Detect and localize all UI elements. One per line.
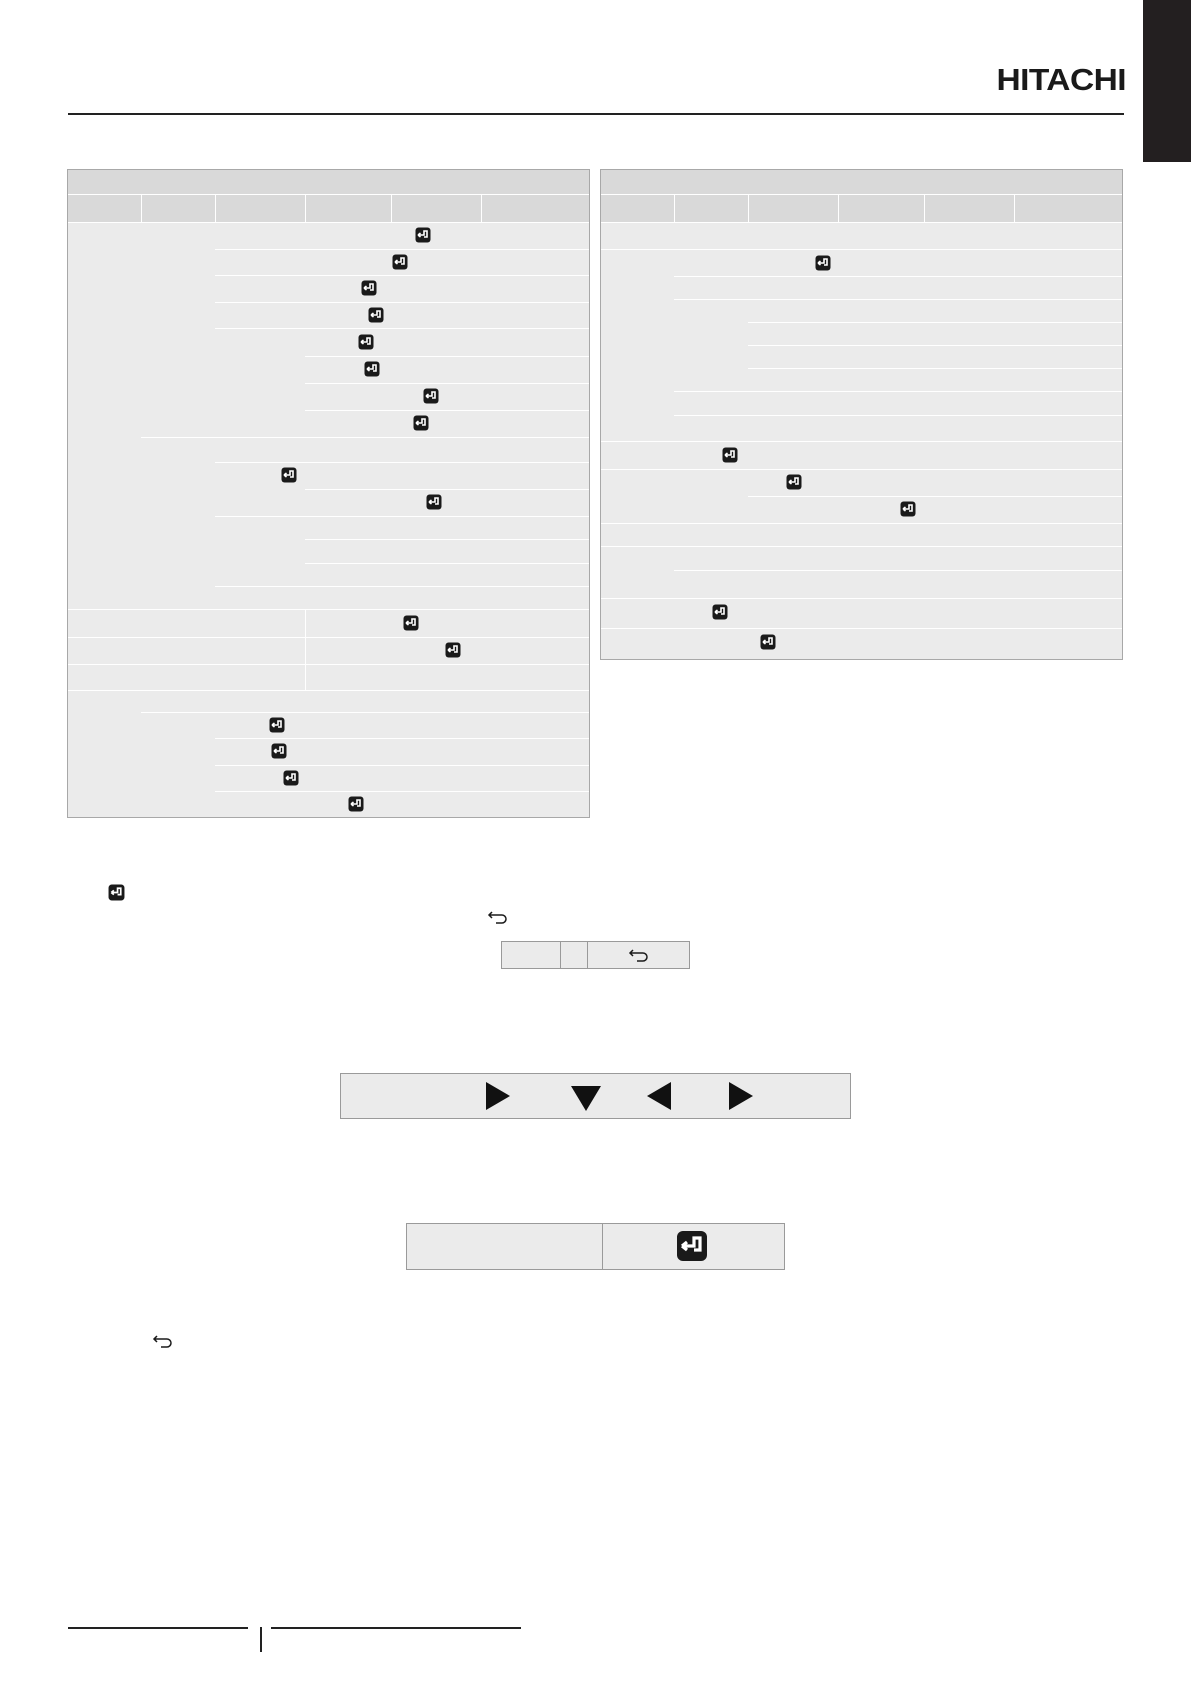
brand-logo: HITACHI: [996, 62, 1126, 97]
enter-key-icon: [675, 1230, 709, 1262]
enter-key-icon: [271, 743, 287, 759]
table-column-header-row: [68, 195, 589, 222]
enter-key-icon: [415, 227, 431, 243]
enter-key-icon: [368, 307, 384, 323]
triangle-left-icon: [647, 1082, 671, 1110]
chapter-tab-marker: [1143, 0, 1191, 162]
enter-key-icon: [283, 770, 299, 786]
enter-key-icon: [392, 254, 408, 270]
enter-key-icon: [722, 447, 738, 463]
return-arrow-icon: [152, 1334, 174, 1348]
arrow-key-strip: [340, 1073, 851, 1119]
enter-key-icon: [426, 494, 442, 510]
table-title-row: [601, 170, 1122, 194]
enter-key-icon: [358, 334, 374, 350]
return-arrow-icon: [487, 910, 509, 924]
footer-rule-left: [68, 1627, 248, 1629]
enter-key-icon: [413, 415, 429, 431]
table-column-header-row: [601, 195, 1122, 222]
enter-key-icon: [269, 717, 285, 733]
header-rule: [68, 113, 1124, 115]
enter-key-icon: [364, 361, 380, 377]
triangle-right-icon: [486, 1082, 510, 1110]
enter-key-icon: [712, 604, 728, 620]
triangle-right-icon: [729, 1082, 753, 1110]
enter-key-icon: [281, 467, 297, 483]
footer-rule-right: [271, 1627, 521, 1629]
footer-divider: [260, 1627, 262, 1652]
menu-tree-table-left: [67, 169, 590, 818]
triangle-down-icon: [571, 1086, 601, 1111]
enter-key-icon: [815, 255, 831, 271]
menu-tree-table-right: [600, 169, 1123, 660]
return-arrow-icon: [628, 948, 650, 962]
enter-key-strip: [406, 1223, 785, 1270]
enter-key-icon: [108, 884, 125, 901]
enter-key-icon: [786, 474, 802, 490]
key-strip-back: [501, 941, 690, 969]
table-title-row: [68, 170, 589, 194]
enter-key-icon: [423, 388, 439, 404]
enter-key-icon: [900, 501, 916, 517]
enter-key-icon: [348, 796, 364, 812]
enter-key-icon: [403, 615, 419, 631]
enter-key-icon: [445, 642, 461, 658]
enter-key-icon: [760, 634, 776, 650]
enter-key-icon: [361, 280, 377, 296]
